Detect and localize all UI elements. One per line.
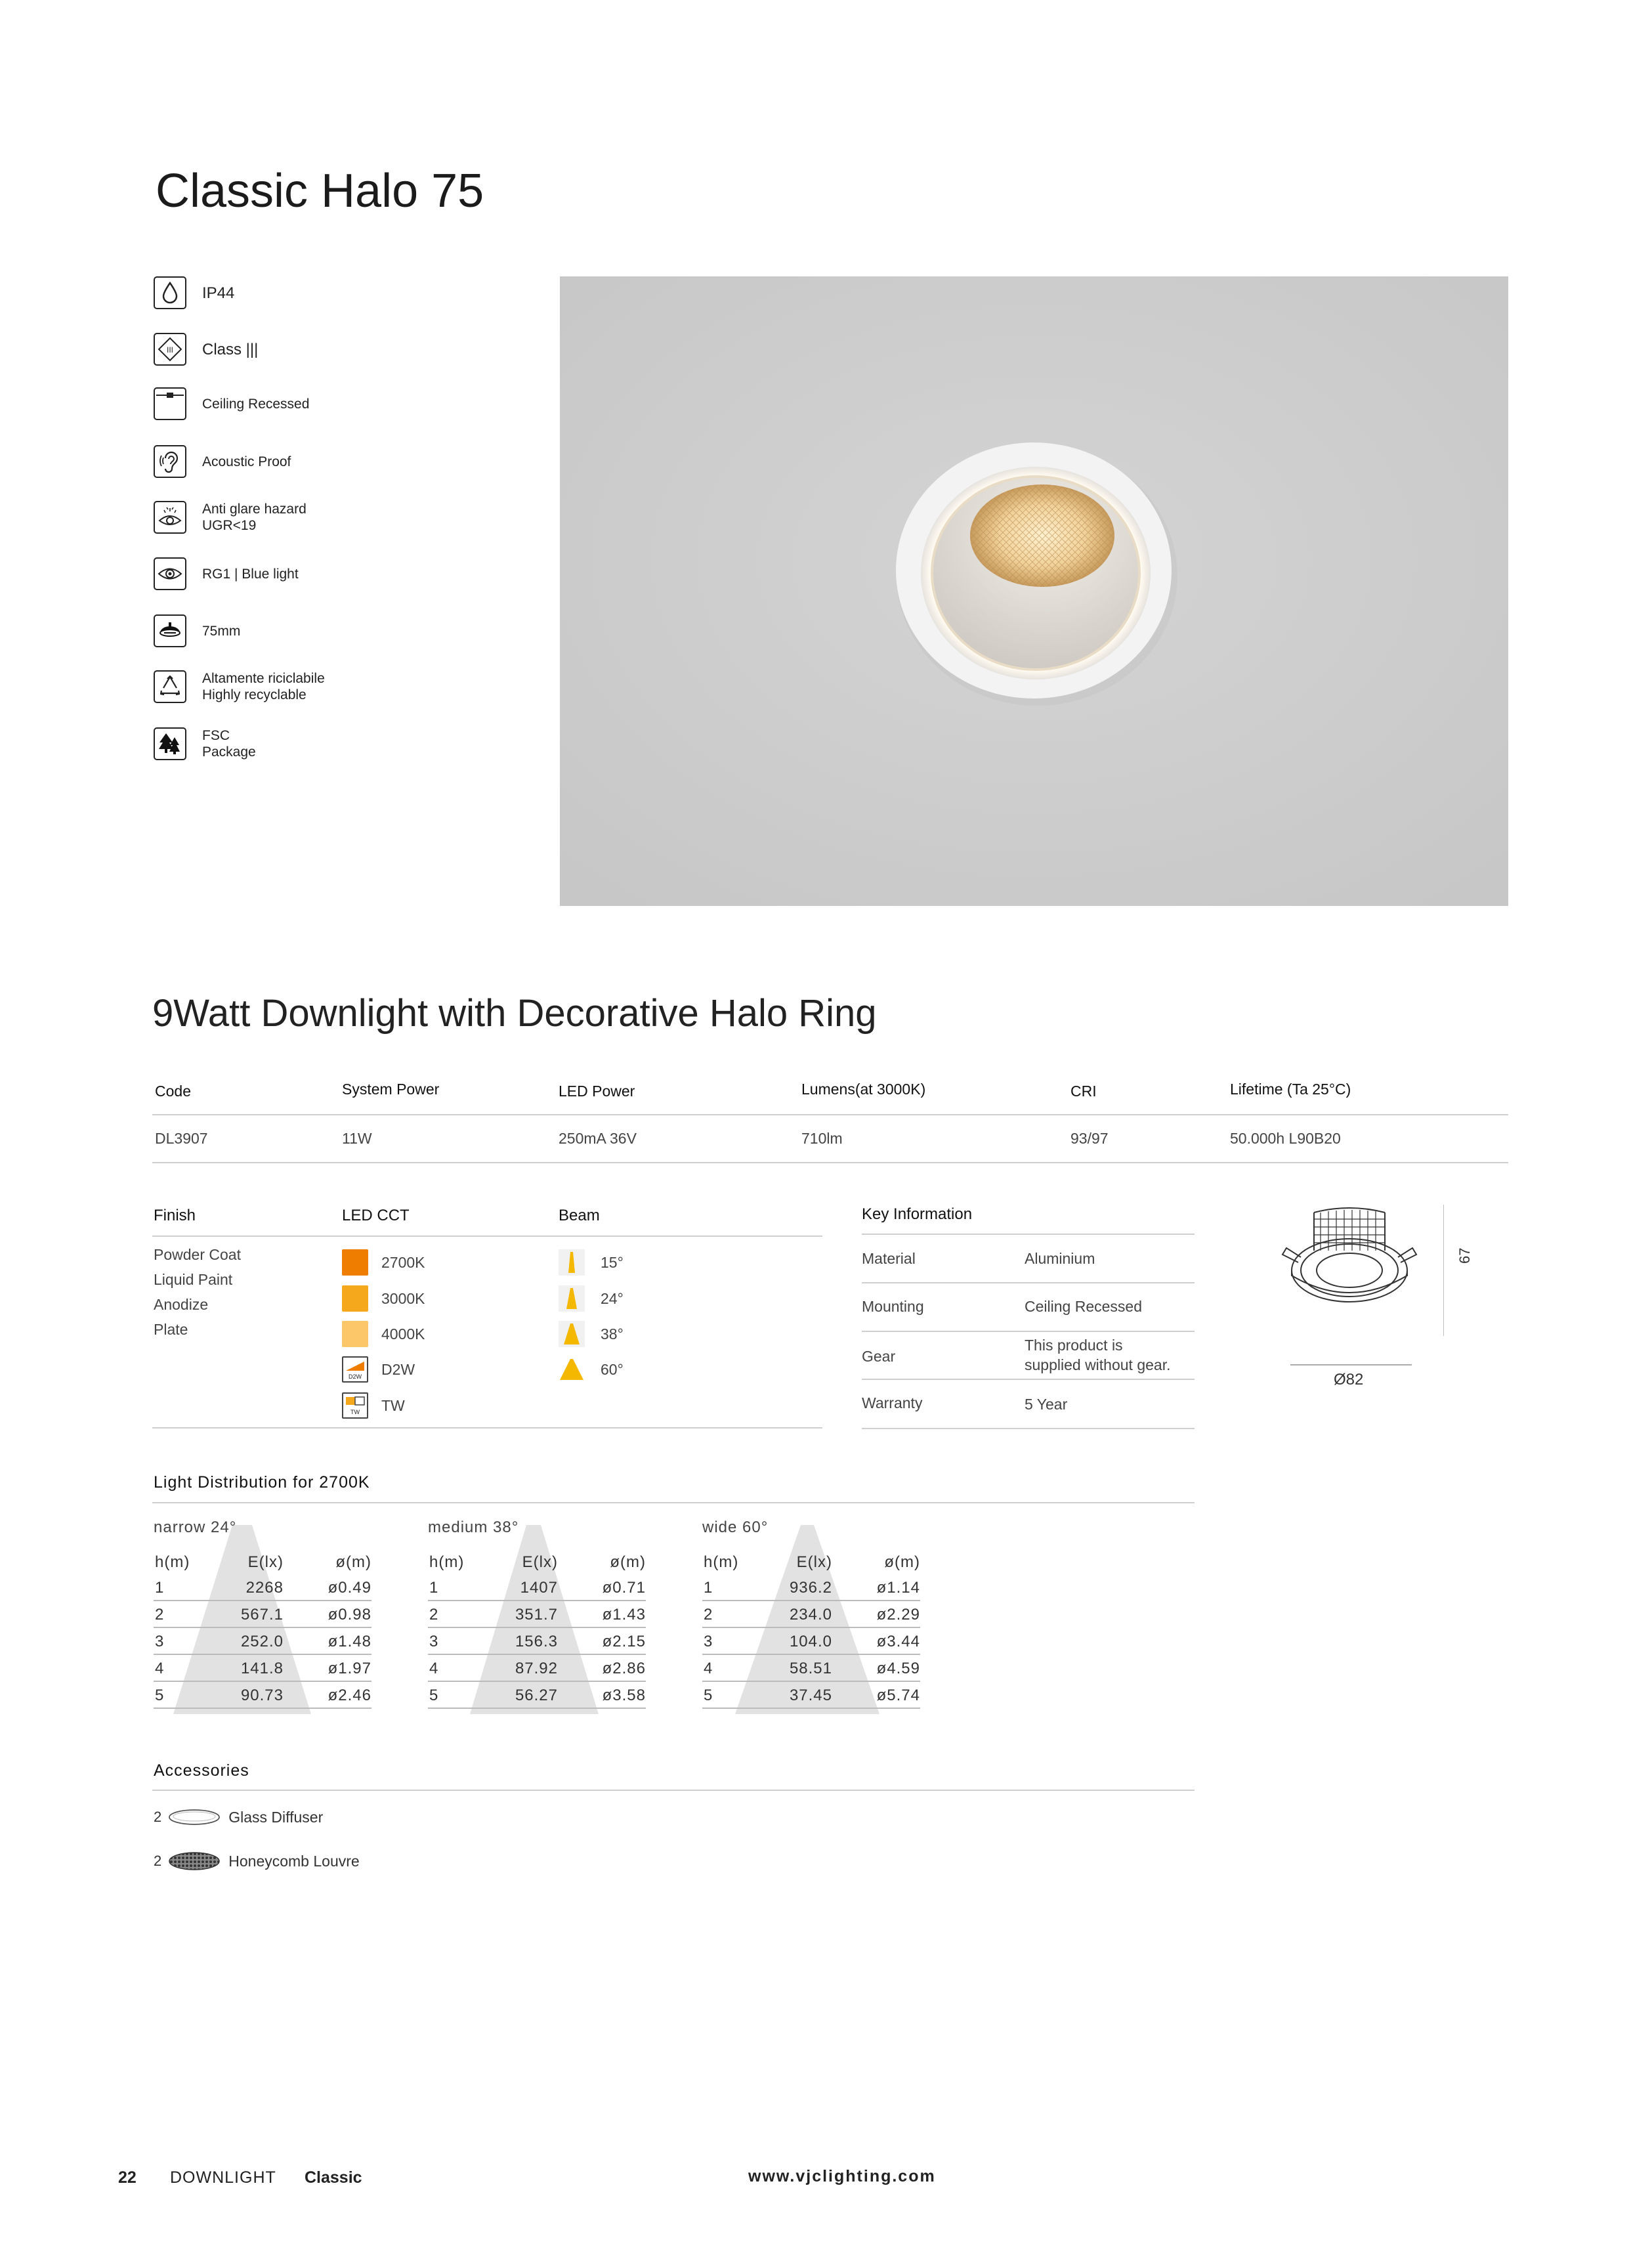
key-info-label: Key Information	[862, 1205, 973, 1223]
beam-38-icon	[559, 1321, 585, 1347]
beam-24-icon	[559, 1285, 585, 1312]
page-number: 22	[118, 2168, 137, 2187]
distribution-row: 2 567.1 ø0.98	[154, 1601, 371, 1628]
beam-15-icon	[559, 1249, 585, 1276]
distribution-row: 5 56.27 ø3.58	[428, 1682, 646, 1709]
feature-line: Altamente riciclabile	[202, 671, 325, 686]
cutout-size-icon	[154, 614, 186, 647]
accessories-divider	[152, 1790, 1195, 1791]
cct-label: 2700K	[381, 1253, 425, 1271]
key-info-divider	[862, 1428, 1195, 1429]
feature-label: Class |||	[202, 340, 259, 358]
glass-diffuser-icon	[161, 1804, 221, 1830]
distribution-row: 1 1407 ø0.71	[428, 1574, 646, 1601]
distribution-row: 4 58.51 ø4.59	[702, 1655, 920, 1682]
feature-line: UGR<19	[202, 518, 257, 533]
eye-icon	[154, 557, 186, 590]
water-drop-icon	[154, 276, 186, 309]
key-info-key: Material	[862, 1250, 916, 1267]
feature-fsc	[154, 727, 521, 760]
distribution-name: narrow 24°	[154, 1518, 237, 1536]
beam-label: 60°	[601, 1360, 624, 1378]
finish-item: Anodize	[154, 1296, 209, 1313]
product-title: Classic Halo 75	[156, 165, 484, 217]
key-info-divider	[862, 1379, 1195, 1380]
honeycomb-louvre-icon	[161, 1848, 221, 1874]
distribution-header: h(m) E(lx) ø(m)	[155, 1553, 371, 1571]
feature-acoustic	[154, 445, 521, 478]
finish-label: Finish	[154, 1207, 196, 1224]
cct-item-tw	[342, 1392, 405, 1419]
distribution-row: 1 936.2 ø1.14	[702, 1574, 920, 1601]
options-divider	[152, 1236, 822, 1237]
feature-line: Highly recyclable	[202, 687, 307, 702]
color-swatch	[342, 1285, 368, 1312]
accessory-number: 2	[154, 1809, 162, 1825]
distribution-row: 4 141.8 ø1.97	[154, 1655, 371, 1682]
feature-class	[154, 333, 521, 366]
beam-item-38	[559, 1321, 624, 1347]
finish-item: Plate	[154, 1321, 188, 1338]
feature-label: IP44	[202, 284, 235, 302]
key-info-value: Aluminium	[1025, 1250, 1095, 1267]
feature-line: Anti glare hazard	[202, 502, 307, 517]
spec-header: Code	[155, 1083, 191, 1100]
footer-family: Classic	[305, 2168, 362, 2187]
anti-glare-eye-icon	[154, 501, 186, 534]
feature-cutout	[154, 614, 521, 647]
feature-label: RG1 | Blue light	[202, 566, 299, 582]
spec-divider	[152, 1114, 1508, 1115]
diameter-dimension: Ø82	[1334, 1371, 1364, 1388]
product-photo	[560, 276, 1508, 906]
cct-label: TW	[381, 1396, 405, 1414]
feature-line: FSC	[202, 728, 230, 743]
footer-url[interactable]: www.vjclighting.com	[748, 2167, 936, 2185]
beam-label: 38°	[601, 1325, 624, 1343]
key-info-key: Gear	[862, 1348, 896, 1365]
d2w-badge: D2W	[349, 1373, 362, 1380]
led-cct-label: LED CCT	[342, 1207, 410, 1224]
beam-item-60	[559, 1356, 624, 1383]
recycle-icon	[154, 670, 186, 703]
key-info-value	[1025, 1335, 1171, 1375]
light-distribution-title: Light Distribution for 2700K	[154, 1473, 370, 1492]
accessory-item-honeycomb-louvre	[154, 1848, 360, 1874]
product-subtitle: 9Watt Downlight with Decorative Halo Ring	[152, 992, 877, 1035]
distribution-row: 2 351.7 ø1.43	[428, 1601, 646, 1628]
cct-label: 3000K	[381, 1289, 425, 1307]
spec-header: System Power	[342, 1081, 440, 1098]
finish-item: Powder Coat	[154, 1246, 241, 1263]
accessory-number: 2	[154, 1853, 162, 1869]
feature-label	[202, 501, 307, 534]
feature-line: Package	[202, 744, 256, 760]
distribution-row: 1 2268 ø0.49	[154, 1574, 371, 1601]
accessory-name: Glass Diffuser	[228, 1808, 324, 1826]
feature-label	[202, 670, 325, 703]
footer-section: DOWNLIGHT	[170, 2168, 276, 2187]
color-swatch	[342, 1249, 368, 1276]
feature-label: Acoustic Proof	[202, 454, 291, 469]
key-info-line: This product is	[1025, 1337, 1123, 1354]
feature-ip44	[154, 276, 521, 309]
cct-item-d2w	[342, 1356, 415, 1383]
accessory-name: Honeycomb Louvre	[228, 1852, 360, 1870]
spec-value: 93/97	[1070, 1130, 1109, 1147]
key-info-line: supplied without gear.	[1025, 1356, 1171, 1373]
beam-item-24	[559, 1285, 624, 1312]
key-info-value: 5 Year	[1025, 1396, 1068, 1413]
tw-badge: TW	[350, 1409, 360, 1415]
feature-label: Ceiling Recessed	[202, 396, 310, 412]
distribution-row: 3 156.3 ø2.15	[428, 1628, 646, 1655]
distribution-narrow	[154, 1518, 371, 1722]
key-info-divider	[862, 1234, 1195, 1235]
feature-label: 75mm	[202, 623, 241, 639]
spec-value: 710lm	[801, 1130, 843, 1147]
beam-label: Beam	[559, 1207, 600, 1224]
spec-divider	[152, 1162, 1508, 1163]
distribution-header: h(m) E(lx) ø(m)	[704, 1553, 920, 1571]
beam-item-15	[559, 1249, 624, 1276]
accessories-title: Accessories	[154, 1761, 249, 1780]
feature-blue-light	[154, 557, 521, 590]
beam-label: 15°	[601, 1253, 624, 1271]
feature-label	[202, 727, 256, 760]
light-distribution-divider	[152, 1502, 1195, 1503]
distribution-name: wide 60°	[702, 1518, 769, 1536]
key-info-value: Ceiling Recessed	[1025, 1298, 1142, 1315]
spec-header: CRI	[1070, 1083, 1097, 1100]
spec-value: DL3907	[155, 1130, 208, 1147]
distribution-row: 5 90.73 ø2.46	[154, 1682, 371, 1709]
key-info-divider	[862, 1282, 1195, 1283]
trees-icon	[154, 727, 186, 760]
height-dimension: 67	[1456, 1247, 1473, 1264]
feature-recyclable	[154, 670, 521, 703]
dimension-drawing	[1273, 1205, 1444, 1356]
distribution-row: 5 37.45 ø5.74	[702, 1682, 920, 1709]
distribution-row: 4 87.92 ø2.86	[428, 1655, 646, 1682]
color-swatch	[342, 1321, 368, 1347]
distribution-row: 2 234.0 ø2.29	[702, 1601, 920, 1628]
beam-60-icon	[559, 1356, 585, 1383]
diameter-line	[1290, 1364, 1412, 1365]
distribution-row: 3 252.0 ø1.48	[154, 1628, 371, 1655]
cct-label: D2W	[381, 1360, 415, 1378]
cct-item-3000k	[342, 1285, 425, 1312]
accessory-item-glass-diffuser	[154, 1804, 323, 1830]
feature-mounting	[154, 387, 521, 420]
distribution-medium	[428, 1518, 646, 1722]
svg-text:III: III	[166, 345, 174, 355]
feature-anti-glare	[154, 501, 521, 534]
d2w-icon	[342, 1356, 368, 1383]
ear-icon	[154, 445, 186, 478]
key-info-key: Mounting	[862, 1298, 924, 1315]
spec-header: LED Power	[559, 1083, 635, 1100]
spec-value: 250mA 36V	[559, 1130, 637, 1147]
finish-item: Liquid Paint	[154, 1271, 233, 1288]
spec-value: 50.000h L90B20	[1230, 1130, 1341, 1147]
class-iii-icon	[154, 333, 186, 366]
spec-header: Lumens(at 3000K)	[801, 1081, 926, 1098]
spec-header: Lifetime (Ta 25°C)	[1230, 1081, 1351, 1098]
cct-item-2700k	[342, 1249, 425, 1276]
distribution-wide	[702, 1518, 920, 1722]
spec-value: 11W	[342, 1130, 372, 1147]
ceiling-recessed-icon	[154, 387, 186, 420]
key-info-divider	[862, 1331, 1195, 1332]
distribution-header: h(m) E(lx) ø(m)	[429, 1553, 646, 1571]
cct-item-4000k	[342, 1321, 425, 1347]
beam-label: 24°	[601, 1289, 624, 1307]
tw-icon	[342, 1392, 368, 1419]
distribution-name: medium 38°	[428, 1518, 519, 1536]
cct-label: 4000K	[381, 1325, 425, 1343]
distribution-row: 3 104.0 ø3.44	[702, 1628, 920, 1655]
key-info-key: Warranty	[862, 1394, 923, 1411]
finish-list	[154, 1242, 241, 1342]
options-divider	[152, 1427, 822, 1429]
